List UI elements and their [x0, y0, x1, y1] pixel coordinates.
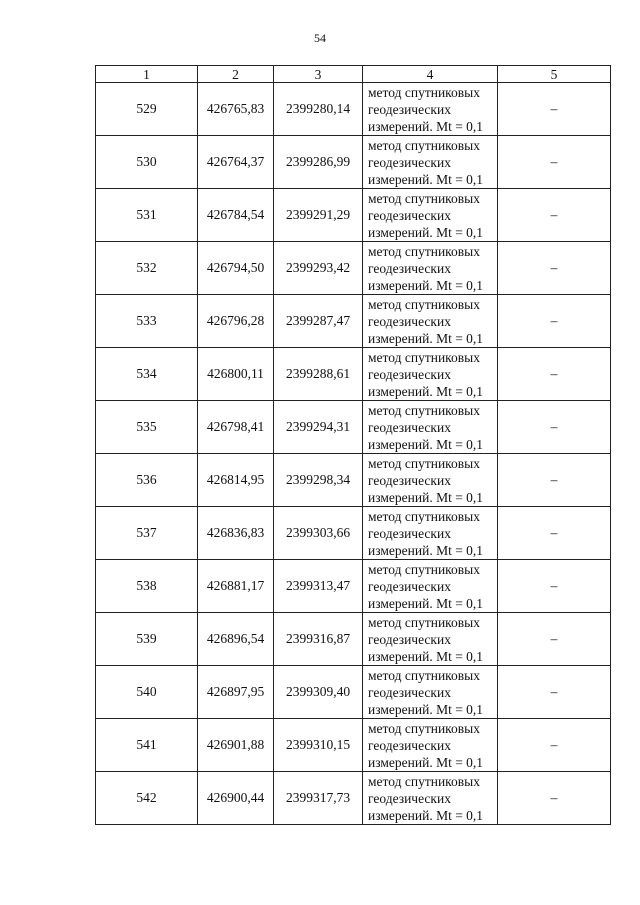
table-row [96, 348, 611, 401]
x-coordinate-cell: 426798,41 [198, 401, 274, 454]
method-line: геодезических [368, 208, 451, 223]
y-coordinate-cell: 2399316,87 [274, 613, 363, 666]
method-line: измерений. Mt = 0,1 [368, 331, 484, 346]
method-line: метод спутниковых [368, 456, 480, 471]
x-coordinate-cell: 426784,54 [198, 189, 274, 242]
method-cell [363, 136, 498, 189]
y-coordinate-cell: 2399280,14 [274, 83, 363, 136]
table-row [96, 189, 611, 242]
point-number-cell: 532 [96, 242, 198, 295]
method-line: измерений. Mt = 0,1 [368, 278, 484, 293]
method-line: метод спутниковых [368, 721, 480, 736]
method-line: метод спутниковых [368, 668, 480, 683]
point-number-cell: 533 [96, 295, 198, 348]
y-coordinate-cell: 2399309,40 [274, 666, 363, 719]
method-line: метод спутниковых [368, 615, 480, 630]
y-coordinate-cell: 2399288,61 [274, 348, 363, 401]
method-line: геодезических [368, 526, 451, 541]
column-header-2: 2 [198, 66, 274, 83]
y-coordinate-cell: 2399287,47 [274, 295, 363, 348]
method-cell [363, 242, 498, 295]
method-cell [363, 295, 498, 348]
accuracy-cell: – [498, 719, 611, 772]
method-line: измерений. Mt = 0,1 [368, 543, 484, 558]
y-coordinate-cell: 2399310,15 [274, 719, 363, 772]
accuracy-cell: – [498, 454, 611, 507]
accuracy-cell: – [498, 560, 611, 613]
table-body [96, 83, 611, 825]
method-line: измерений. Mt = 0,1 [368, 808, 484, 823]
x-coordinate-cell: 426897,95 [198, 666, 274, 719]
table-row [96, 295, 611, 348]
method-line: измерений. Mt = 0,1 [368, 755, 484, 770]
method-line: геодезических [368, 367, 451, 382]
point-number-cell: 531 [96, 189, 198, 242]
method-line: геодезических [368, 314, 451, 329]
method-line: геодезических [368, 738, 451, 753]
accuracy-cell: – [498, 189, 611, 242]
table-row [96, 454, 611, 507]
accuracy-cell: – [498, 295, 611, 348]
point-number-cell: 534 [96, 348, 198, 401]
method-cell [363, 666, 498, 719]
method-line: метод спутниковых [368, 191, 480, 206]
column-header-3: 3 [274, 66, 363, 83]
method-line: измерений. Mt = 0,1 [368, 702, 484, 717]
table-row [96, 242, 611, 295]
accuracy-cell: – [498, 507, 611, 560]
method-cell [363, 189, 498, 242]
method-line: метод спутниковых [368, 244, 480, 259]
method-line: метод спутниковых [368, 138, 480, 153]
method-line: геодезических [368, 102, 451, 117]
method-line: измерений. Mt = 0,1 [368, 119, 484, 134]
point-number-cell: 529 [96, 83, 198, 136]
point-number-cell: 540 [96, 666, 198, 719]
method-line: измерений. Mt = 0,1 [368, 437, 484, 452]
table-row [96, 772, 611, 825]
table-row [96, 136, 611, 189]
table-row [96, 560, 611, 613]
y-coordinate-cell: 2399313,47 [274, 560, 363, 613]
y-coordinate-cell: 2399286,99 [274, 136, 363, 189]
x-coordinate-cell: 426814,95 [198, 454, 274, 507]
accuracy-cell: – [498, 666, 611, 719]
column-header-4: 4 [363, 66, 498, 83]
y-coordinate-cell: 2399294,31 [274, 401, 363, 454]
method-line: метод спутниковых [368, 562, 480, 577]
y-coordinate-cell: 2399298,34 [274, 454, 363, 507]
y-coordinate-cell: 2399303,66 [274, 507, 363, 560]
accuracy-cell: – [498, 772, 611, 825]
method-line: геодезических [368, 155, 451, 170]
method-cell [363, 454, 498, 507]
point-number-cell: 541 [96, 719, 198, 772]
x-coordinate-cell: 426765,83 [198, 83, 274, 136]
x-coordinate-cell: 426896,54 [198, 613, 274, 666]
method-line: метод спутниковых [368, 403, 480, 418]
method-cell [363, 772, 498, 825]
method-cell [363, 507, 498, 560]
accuracy-cell: – [498, 136, 611, 189]
point-number-cell: 535 [96, 401, 198, 454]
table-row [96, 666, 611, 719]
x-coordinate-cell: 426796,28 [198, 295, 274, 348]
column-header-5: 5 [498, 66, 611, 83]
method-line: геодезических [368, 473, 451, 488]
method-line: геодезических [368, 261, 451, 276]
method-line: метод спутниковых [368, 85, 480, 100]
method-line: метод спутниковых [368, 509, 480, 524]
x-coordinate-cell: 426901,88 [198, 719, 274, 772]
method-cell [363, 613, 498, 666]
method-line: измерений. Mt = 0,1 [368, 649, 484, 664]
method-line: измерений. Mt = 0,1 [368, 490, 484, 505]
point-number-cell: 530 [96, 136, 198, 189]
header-row [96, 66, 611, 83]
table-row [96, 507, 611, 560]
method-line: метод спутниковых [368, 774, 480, 789]
point-number-cell: 539 [96, 613, 198, 666]
point-number-cell: 538 [96, 560, 198, 613]
method-line: измерений. Mt = 0,1 [368, 596, 484, 611]
method-line: измерений. Mt = 0,1 [368, 225, 484, 240]
x-coordinate-cell: 426881,17 [198, 560, 274, 613]
y-coordinate-cell: 2399293,42 [274, 242, 363, 295]
method-cell [363, 83, 498, 136]
accuracy-cell: – [498, 242, 611, 295]
method-cell [363, 719, 498, 772]
x-coordinate-cell: 426794,50 [198, 242, 274, 295]
x-coordinate-cell: 426800,11 [198, 348, 274, 401]
method-line: геодезических [368, 632, 451, 647]
method-line: геодезических [368, 420, 451, 435]
point-number-cell: 542 [96, 772, 198, 825]
x-coordinate-cell: 426764,37 [198, 136, 274, 189]
coordinates-table [95, 65, 611, 825]
table-row [96, 401, 611, 454]
table-row [96, 719, 611, 772]
table-header [96, 66, 611, 83]
point-number-cell: 536 [96, 454, 198, 507]
page-number: 54 [314, 31, 326, 45]
accuracy-cell: – [498, 613, 611, 666]
method-line: метод спутниковых [368, 350, 480, 365]
table-row [96, 83, 611, 136]
accuracy-cell: – [498, 348, 611, 401]
accuracy-cell: – [498, 83, 611, 136]
point-number-cell: 537 [96, 507, 198, 560]
method-cell [363, 348, 498, 401]
accuracy-cell: – [498, 401, 611, 454]
method-line: измерений. Mt = 0,1 [368, 172, 484, 187]
x-coordinate-cell: 426836,83 [198, 507, 274, 560]
method-line: измерений. Mt = 0,1 [368, 384, 484, 399]
method-cell [363, 401, 498, 454]
method-line: метод спутниковых [368, 297, 480, 312]
method-line: геодезических [368, 791, 451, 806]
method-line: геодезических [368, 685, 451, 700]
column-header-1: 1 [96, 66, 198, 83]
x-coordinate-cell: 426900,44 [198, 772, 274, 825]
table-row [96, 613, 611, 666]
y-coordinate-cell: 2399317,73 [274, 772, 363, 825]
y-coordinate-cell: 2399291,29 [274, 189, 363, 242]
method-cell [363, 560, 498, 613]
method-line: геодезических [368, 579, 451, 594]
